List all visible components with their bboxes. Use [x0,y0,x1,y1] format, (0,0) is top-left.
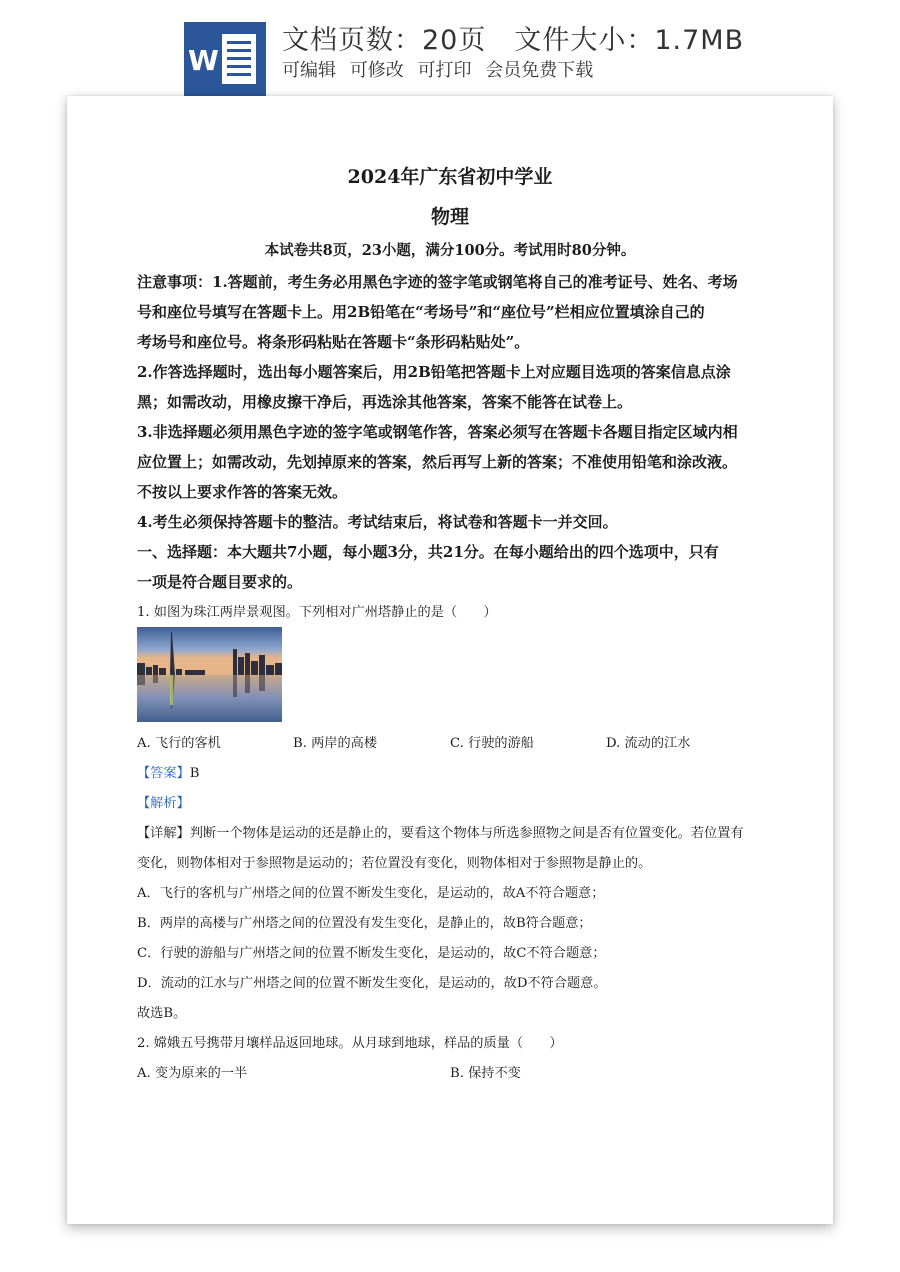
answer-tag: 【答案】 [137,766,190,781]
q1-option-c: C. 行驶的游船 [450,736,534,751]
feature-editable: 可编辑 [282,60,336,81]
detail-line: 【详解】判断一个物体是运动的还是静止的，要看这个物体与所选参照物之间是否有位置变化。若位置有 [137,826,744,841]
notice-line: 4.考生必须保持答题卡的整洁。考试结束后，将试卷和答题卡一并交回。 [137,513,618,531]
notice-line: 3.非选择题必须用黑色字迹的签字笔或钢笔作答，答案必须写在答题卡各题目指定区域内相 [137,423,738,441]
exam-title: 2024年广东省初中学业 [347,166,553,188]
notice-line: 不按以上要求作答的答案无效。 [137,483,348,501]
detail-line: B．两岸的高楼与广州塔之间的位置没有发生变化，是静止的，故B符合题意； [137,916,592,931]
detail-line: A．飞行的客机与广州塔之间的位置不断发生变化，是运动的，故A不符合题意； [137,886,605,901]
question-1-stem: 1. 如图为珠江两岸景观图。下列相对广州塔静止的是（ ） [137,605,497,620]
file-size: 文件大小：1.7MB [514,25,745,56]
notice-line: 黑；如需改动，用橡皮擦干净后，再选涂其他答案，答案不能答在试卷上。 [137,393,633,411]
detail-line: D．流动的江水与广州塔之间的位置不断发生变化，是运动的，故D不符合题意。 [137,976,607,991]
feature-printable: 可打印 [417,60,472,81]
word-document-icon [184,22,266,96]
page-count: 文档页数：20页 [282,25,487,56]
q2-option-a: A. 变为原来的一半 [137,1066,248,1081]
notice-line: 应位置上；如需改动，先划掉原来的答案，然后再写上新的答案；不准使用铅笔和涂改液。 [137,453,738,471]
notice-line: 号和座位号填写在答题卡上。用2B铅笔在“考场号”和“座位号”栏相应位置填涂自己的 [137,303,705,321]
pearl-river-canton-tower-photo [137,627,282,722]
q1-answer [137,762,199,781]
exam-intro: 本试卷共8页，23小题，满分100分。考试用时80分钟。 [264,242,636,259]
question-2-stem: 2. 嫦娥五号携带月壤样品返回地球。从月球到地球，样品的质量（ ） [137,1036,563,1051]
detail-line: 故选B。 [137,1006,187,1021]
feature-member-download[interactable]: 会员免费下载 [485,60,594,81]
detail-line: C．行驶的游船与广州塔之间的位置不断发生变化，是运动的，故C不符合题意； [137,946,606,961]
word-icon-letter: W [188,44,219,77]
section-heading: 一项是符合题目要求的。 [137,573,303,591]
q2-option-b: B. 保持不变 [450,1066,521,1081]
banner-info-line [282,18,744,57]
notice-line: 注意事项：1.答题前，考生务必用黑色字迹的签字笔或钢笔将自己的准考证号、姓名、考场 [137,273,738,291]
exam-subject: 物理 [430,206,469,228]
download-banner [0,0,900,96]
section-heading: 一、选择题：本大题共7小题，每小题3分，共21分。在每小题给出的四个选项中，只有 [137,543,719,561]
document-page [67,96,833,1224]
notice-line: 2.作答选择题时，选出每小题答案后，用2B铅笔把答题卡上对应题目选项的答案信息点涂 [137,363,731,381]
analysis-tag: 【解析】 [137,796,190,811]
q1-option-a: A. 飞行的客机 [137,736,221,751]
feature-list [282,56,601,82]
notice-line: 考场号和座位号。将条形码粘贴在答题卡“条形码粘贴处”。 [137,333,530,351]
q1-option-d: D. 流动的江水 [606,736,691,751]
detail-line: 变化，则物体相对于参照物是运动的；若位置没有变化，则物体相对于参照物是静止的。 [137,856,652,871]
answer-value: B [189,766,200,781]
feature-modifiable: 可修改 [349,60,404,81]
q1-option-b: B. 两岸的高楼 [293,736,378,751]
